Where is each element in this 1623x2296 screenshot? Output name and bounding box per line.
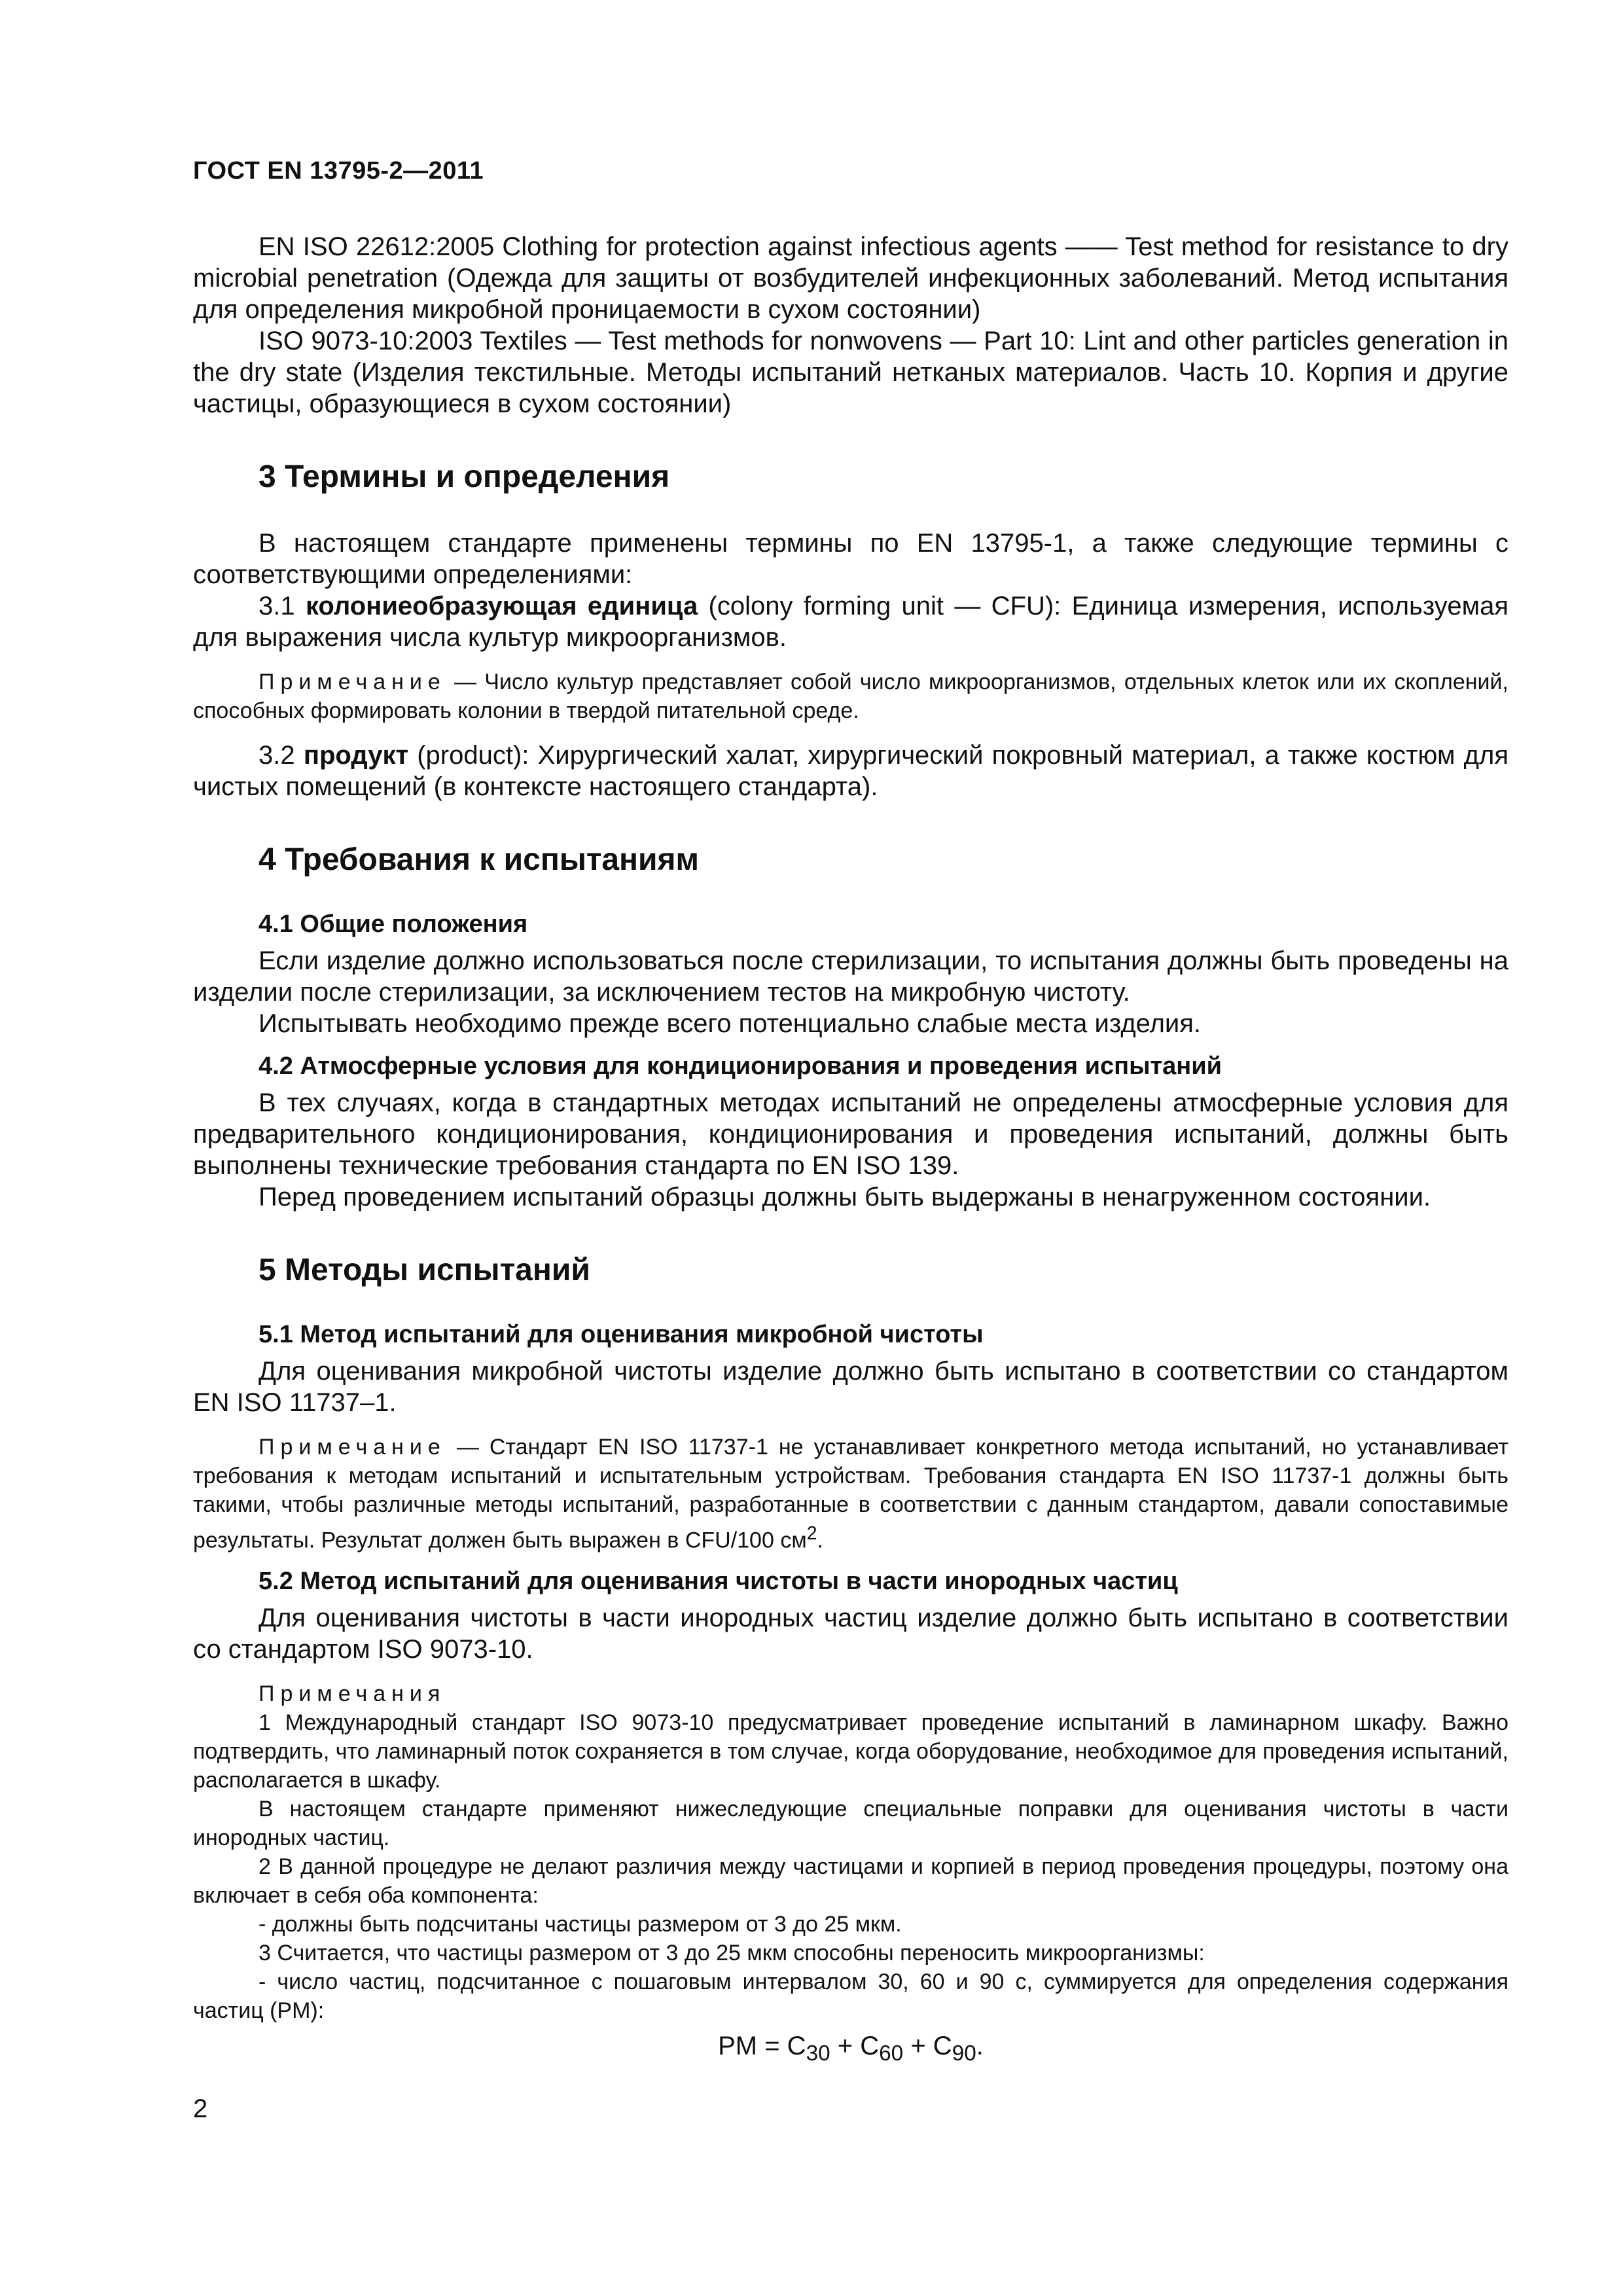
subsection-5-2-title: 5.2 Метод испытаний для оценивания чистоты в части инородных частиц (259, 1568, 1178, 1596)
formula-subscript: 30 (806, 2041, 830, 2066)
note-item-1b: В настоящем стандарте применяют нижеследующие специальные поправки для оценивания чистоты в части инородных частиц. (193, 1797, 1508, 1851)
term-3-1 (193, 590, 1508, 653)
term-definition: (colony forming unit — CFU): Единица измерения, используемая для выражения числа культур микроорганизмов. (193, 592, 1508, 652)
subsection-4-2-title: 4.2 Атмосферные условия для кондиционирования и проведения испытаний (259, 1052, 1222, 1080)
note-item-2b: - должны быть подсчитаны частицы размером от 3 до 25 мкм. (259, 1912, 902, 1937)
formula-part: . (976, 2032, 984, 2061)
term-name: продукт (303, 741, 409, 770)
section-5-title: 5 Методы испытаний (259, 1253, 590, 1287)
formula-part: + C (903, 2032, 952, 2061)
reference-iso-9073-10: ISO 9073-10:2003 Textiles — Test methods for nonwovens — Part 10: Lint and other particles generation in the dry state (Изделия текстильные. Методы испытаний нетканых материалов. Часть 10. Корпия и другие частицы, образующиеся в сухом состоянии) (193, 327, 1508, 418)
paragraph: Если изделие должно использоваться после стерилизации, то испытания должны быть проведены на изделии после стерилизации, за исключением тестов на микробную чистоту. (193, 946, 1508, 1007)
page-number: 2 (193, 2094, 208, 2123)
note-text: — Число культур представляет собой число микроорганизмов, отдельных клеток или их скоплений, способных формировать колонии в твердой питательной среде. (193, 670, 1508, 723)
note-item-3b: - число частиц, подсчитанное с пошаговым интервалом 30, 60 и 90 с, суммируется для определения содержания частиц (PM): (193, 1969, 1508, 2024)
note-item-1: 1 Международный стандарт ISO 9073-10 предусматривает проведение испытаний в ламинарном шкафу. Важно подтвердить, что ламинарный поток сохраняется в том случае, когда оборудование, необходимое для проведения испытаний, располагается в шкафу. (193, 1710, 1508, 1793)
term-number: 3.2 (259, 741, 295, 770)
note-label: Примечание (259, 1435, 446, 1460)
section-3-title: 3 Термины и определения (259, 459, 670, 494)
note-5-1 (193, 1433, 1508, 1554)
note-label: Примечание (259, 670, 446, 694)
note-end: . (817, 1528, 823, 1553)
notes-label-text: Примечания (259, 1681, 446, 1707)
paragraph: Для оценивания микробной чистоты изделие должно быть испытано в соответствии со стандартом EN ISO 11737–1. (193, 1357, 1508, 1417)
paragraph: Для оценивания чистоты в части инородных частиц изделие должно быть испытано в соответствии со стандартом ISO 9073-10. (193, 1604, 1508, 1664)
notes-label (193, 1679, 1508, 1708)
term-name: колониеобразующая единица (305, 592, 698, 620)
term-definition: (product): Хирургический халат, хирургический покровный материал, а также костюм для чистых помещений (в контексте настоящего стандарта). (193, 741, 1508, 801)
reference-en-iso-22612: EN ISO 22612:2005 Clothing for protection against infectious agents —— Test method for resistance to dry microbial penetration (Одежда для защиты от возбудителей инфекционных заболеваний. Метод испытания для определения микробной проницаемости в сухом состоянии) (193, 232, 1508, 324)
subsection-4-1-title: 4.1 Общие положения (259, 910, 528, 938)
formula-subscript: 60 (879, 2041, 904, 2066)
paragraph: Испытывать необходимо прежде всего потенциально слабые места изделия. (259, 1009, 1202, 1038)
formula-part: + C (830, 2032, 880, 2061)
formula-subscript: 90 (952, 2041, 976, 2066)
section-3-intro: В настоящем стандарте применены термины по EN 13795-1, а также следующие термины с соответствующими определениями: (193, 529, 1508, 589)
note-item-2: 2 В данной процедуре не делают различия между частицами и корпией в период проведения процедуры, поэтому она включает в себя оба компонента: (193, 1854, 1508, 1909)
note-text: — Стандарт EN ISO 11737-1 не устанавливает конкретного метода испытаний, но устанавливает требования к методам испытаний и испытательным устройствам. Требования стандарта EN ISO 11737-1 должны быть такими, чтобы различные методы испытаний, разработанные в соответствии с данным стандартом, давали сопоставимые результаты. Результат должен быть выражен в CFU/100 см (193, 1435, 1508, 1553)
formula-part: PM = C (718, 2032, 806, 2061)
standard-header: ГОСТ EN 13795-2—2011 (193, 157, 484, 185)
note-superscript: 2 (806, 1523, 817, 1544)
document-page (193, 157, 1508, 2066)
subsection-5-1-title: 5.1 Метод испытаний для оценивания микробной чистоты (259, 1321, 984, 1348)
paragraph: В тех случаях, когда в стандартных методах испытаний не определены атмосферные условия для предварительного кондиционирования, кондиционирования и проведения испытаний, должны быть выполнены технические требования стандарта по EN ISO 139. (193, 1088, 1508, 1180)
term-number: 3.1 (259, 592, 295, 620)
note-item-3: 3 Считается, что частицы размером от 3 до 25 мкм способны переносить микроорганизмы: (259, 1941, 1205, 1966)
term-3-2 (193, 740, 1508, 802)
section-4-title: 4 Требования к испытаниям (259, 842, 700, 877)
pm-formula (193, 2032, 1508, 2066)
note-3-1 (193, 668, 1508, 725)
paragraph: Перед проведением испытаний образцы должны быть выдержаны в ненагруженном состоянии. (259, 1183, 1431, 1211)
